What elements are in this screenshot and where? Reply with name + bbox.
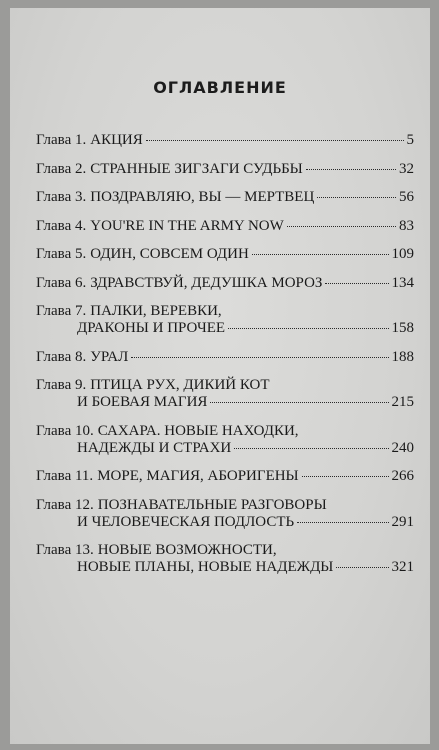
toc-entry (36, 246, 414, 263)
toc-entry-line (36, 377, 414, 394)
dot-leader (131, 357, 388, 358)
chapter-number: Глава 9. (36, 377, 87, 393)
chapter-title: ОДИН, СОВСЕМ ОДИН (90, 246, 249, 262)
toc-entry-line (36, 303, 414, 320)
dot-leader (252, 254, 389, 255)
page-number: 83 (399, 217, 414, 234)
chapter-number: Глава 8. (36, 348, 87, 365)
chapter-number: Глава 2. (36, 160, 87, 177)
toc-entry (36, 349, 414, 366)
toc-entry-line (36, 559, 414, 576)
toc-entry (36, 423, 414, 457)
toc-entry (36, 161, 414, 178)
chapter-title: АКЦИЯ (90, 132, 143, 148)
toc-entry-line (36, 132, 414, 149)
toc-entry-line (36, 514, 414, 531)
chapter-title: ЗДРАВСТВУЙ, ДЕДУШКА МОРОЗ (90, 274, 323, 291)
chapter-number: Глава 5. (36, 246, 87, 262)
toc-entry-line (36, 497, 414, 514)
chapter-title: ПОЗНАВАТЕЛЬНЫЕ РАЗГОВОРЫ (97, 496, 327, 513)
chapter-title: МОРЕ, МАГИЯ, АБОРИГЕНЫ (97, 468, 299, 484)
toc-entry-line (36, 468, 414, 485)
toc-entry-line (36, 440, 414, 457)
toc-entry (36, 218, 414, 235)
toc-entry (36, 497, 414, 531)
dot-leader (287, 226, 396, 227)
toc-entry-line (36, 423, 414, 440)
chapter-title: ПОЗДРАВЛЯЮ, ВЫ — МЕРТВЕЦ (90, 189, 315, 205)
chapter-number: Глава 10. (36, 422, 94, 439)
chapter-title: УРАЛ (90, 348, 129, 365)
chapter-title: ДРАКОНЫ И ПРОЧЕЕ (77, 320, 226, 336)
toc-entry (36, 377, 414, 411)
chapter-title: НОВЫЕ ПЛАНЫ, НОВЫЕ НАДЕЖДЫ (77, 559, 334, 575)
toc-entry (36, 275, 414, 292)
toc-entry-line (36, 161, 414, 178)
page-number: 134 (391, 274, 414, 291)
dot-leader (297, 522, 388, 523)
dot-leader (336, 567, 388, 568)
toc-entry-line (36, 394, 414, 411)
toc-entry-line (36, 189, 414, 206)
page-title: ОГЛАВЛЕНИЕ (153, 78, 287, 97)
chapter-title: НАДЕЖДЫ И СТРАХИ (77, 439, 232, 456)
chapter-number: Глава 13. (36, 542, 94, 558)
dot-leader (234, 448, 388, 449)
dot-leader (317, 197, 396, 198)
chapter-number: Глава 11. (36, 468, 94, 484)
chapter-number: Глава 7. (36, 303, 87, 319)
table-of-contents (36, 132, 414, 588)
toc-entry (36, 468, 414, 485)
chapter-number: Глава 6. (36, 274, 87, 291)
chapter-title: СТРАННЫЕ ЗИГЗАГИ СУДЬБЫ (90, 160, 303, 177)
chapter-title: НОВЫЕ ВОЗМОЖНОСТИ, (97, 542, 277, 558)
toc-entry-line (36, 218, 414, 235)
dot-leader (325, 283, 388, 284)
book-page (10, 8, 430, 744)
dot-leader (228, 328, 388, 329)
page-number: 188 (391, 348, 414, 365)
page-number: 266 (391, 468, 414, 484)
chapter-number: Глава 12. (36, 496, 94, 513)
page-number: 321 (391, 559, 414, 575)
toc-entry-line (36, 349, 414, 366)
chapter-number: Глава 4. (36, 217, 87, 234)
dot-leader (210, 402, 388, 403)
chapter-number: Глава 3. (36, 189, 87, 205)
chapter-title: ПАЛКИ, ВЕРЕВКИ, (90, 303, 222, 319)
chapter-title: ПТИЦА РУХ, ДИКИЙ КОТ (90, 377, 270, 393)
page-number: 215 (391, 394, 414, 410)
toc-entry (36, 303, 414, 337)
chapter-title: И ЧЕЛОВЕЧЕСКАЯ ПОДЛОСТЬ (77, 513, 295, 530)
page-number: 291 (391, 513, 414, 530)
dot-leader (146, 140, 404, 141)
page-number: 5 (406, 132, 414, 148)
toc-entry-line (36, 542, 414, 559)
chapter-title: САХАРА. НОВЫЕ НАХОДКИ, (97, 422, 299, 439)
toc-entry (36, 542, 414, 576)
chapter-title: И БОЕВАЯ МАГИЯ (77, 394, 208, 410)
page-number: 32 (399, 160, 414, 177)
dot-leader (302, 476, 389, 477)
dot-leader (306, 169, 396, 170)
toc-entry-line (36, 320, 414, 337)
toc-entry-line (36, 275, 414, 292)
toc-entry (36, 189, 414, 206)
chapter-title: YOU'RE IN THE ARMY NOW (90, 217, 284, 234)
page-number: 109 (391, 246, 414, 262)
toc-entry-line (36, 246, 414, 263)
page-number: 56 (399, 189, 414, 205)
toc-entry (36, 132, 414, 149)
page-number: 158 (391, 320, 414, 336)
chapter-number: Глава 1. (36, 132, 87, 148)
page-number: 240 (391, 439, 414, 456)
